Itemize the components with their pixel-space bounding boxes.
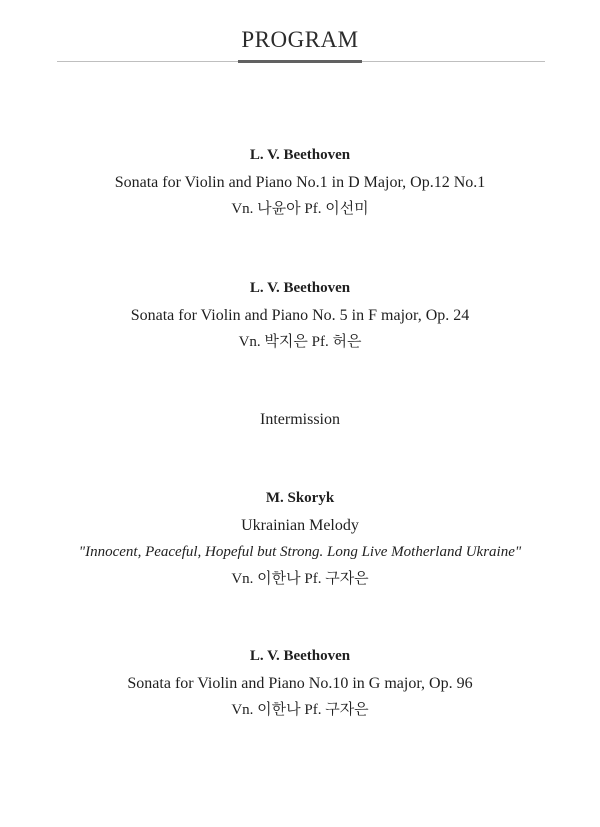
- program-header: [0, 0, 600, 66]
- intermission-label: Intermission: [260, 411, 340, 428]
- title-underline: [238, 60, 362, 63]
- program-list: [0, 142, 600, 724]
- performers-line: Vn. 이한나 Pf. 구자은: [231, 571, 369, 587]
- composer-name: M. Skoryk: [265, 490, 335, 506]
- piece-title: Sonata for Violin and Piano No. 5 in F major, Op. 24: [130, 307, 470, 324]
- intermission-block: [0, 406, 600, 433]
- piece-title: Ukrainian Melody: [241, 517, 359, 534]
- performers-line: Vn. 이한나 Pf. 구자은: [231, 702, 369, 718]
- program-entry-4: [0, 643, 600, 724]
- page-title: PROGRAM: [241, 27, 359, 52]
- program-entry-3: [0, 485, 600, 593]
- piece-title: Sonata for Violin and Piano No.10 in G major, Op. 96: [127, 675, 473, 692]
- program-entry-2: [0, 275, 600, 356]
- composer-name: L. V. Beethoven: [249, 147, 351, 163]
- performers-line: Vn. 나윤아 Pf. 이선미: [231, 201, 369, 217]
- piece-title: Sonata for Violin and Piano No.1 in D Major, Op.12 No.1: [114, 174, 486, 191]
- performers-line: Vn. 박지은 Pf. 허은: [238, 334, 362, 350]
- composer-name: L. V. Beethoven: [249, 648, 351, 664]
- program-entry-1: [0, 142, 600, 223]
- piece-subtitle: "Innocent, Peaceful, Hopeful but Strong. Long Live Motherland Ukraine": [78, 544, 522, 560]
- composer-name: L. V. Beethoven: [249, 280, 351, 296]
